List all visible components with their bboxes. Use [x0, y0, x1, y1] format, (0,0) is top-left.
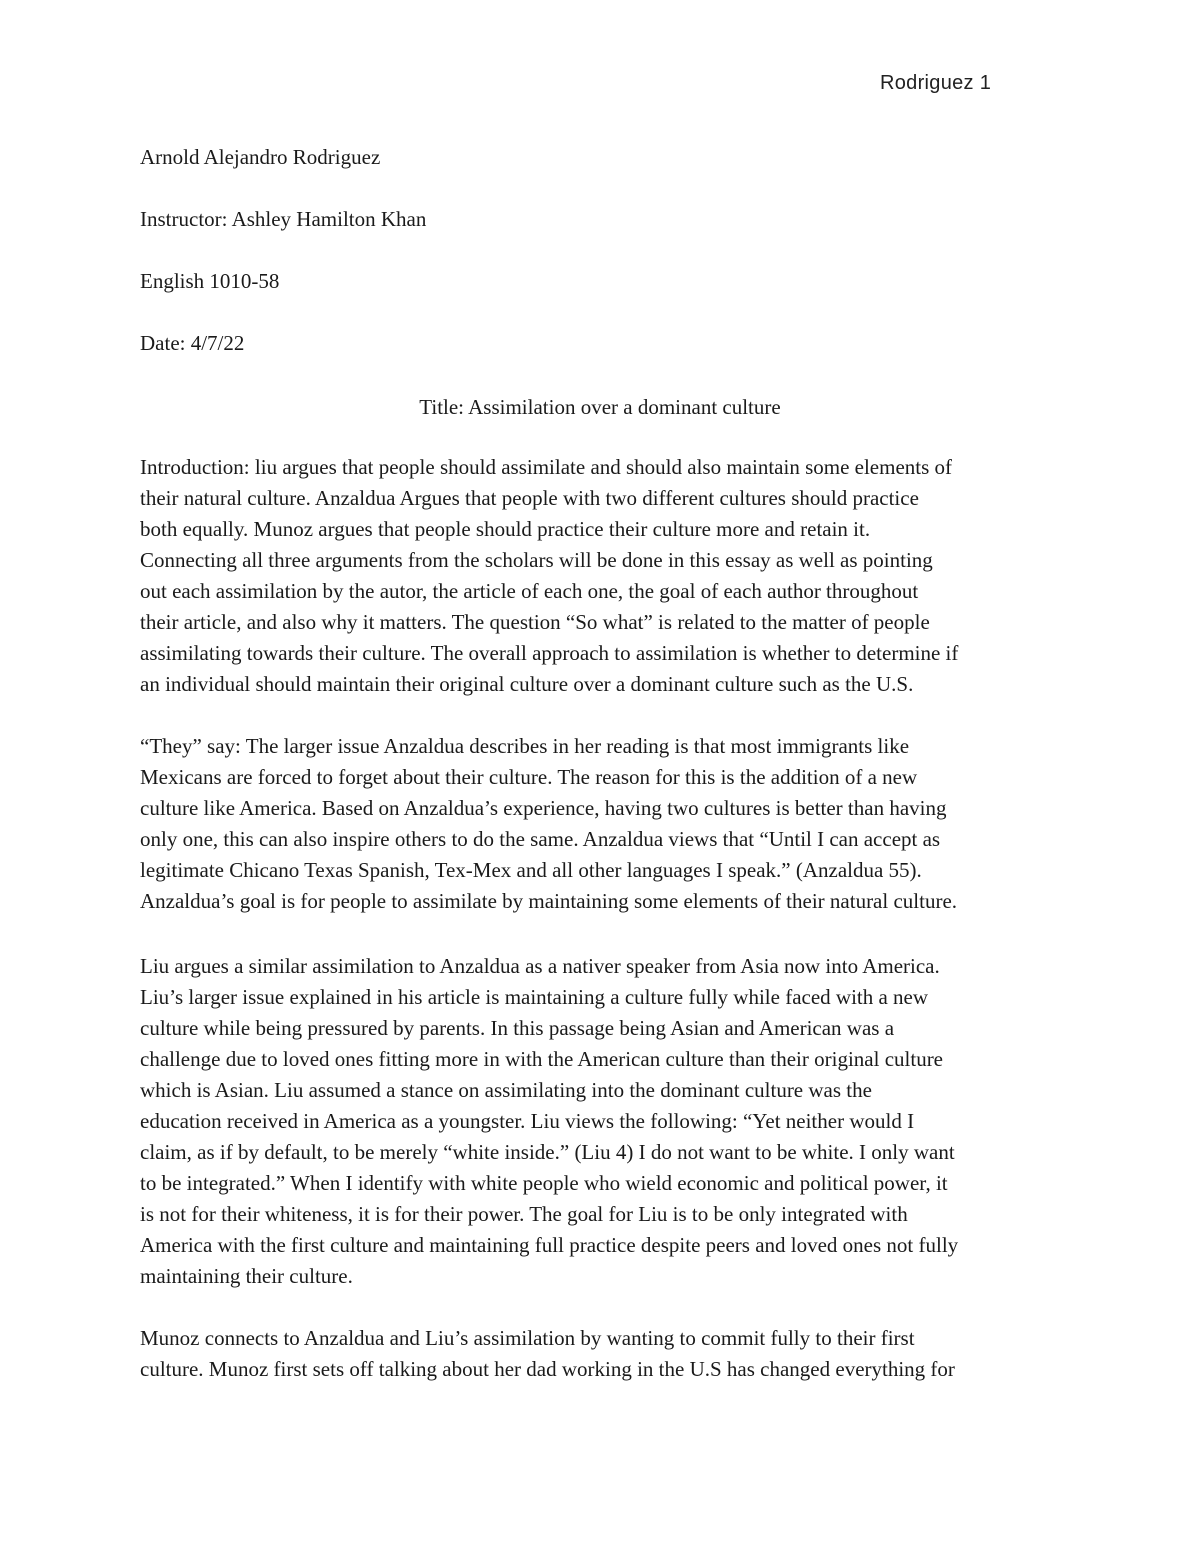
paragraph-line: culture like America. Based on Anzaldua’s experience, having two cultures is better than having: [140, 796, 947, 820]
paragraph-line: claim, as if by default, to be merely “white inside.” (Liu 4) I do not want to be white. I only want: [140, 1140, 955, 1164]
paragraph-line: Anzaldua’s goal is for people to assimilate by maintaining some elements of their natural culture.: [140, 889, 958, 913]
paragraph-line: their natural culture. Anzaldua Argues that people with two different cultures should practice: [140, 486, 919, 510]
paragraph-line: Introduction: liu argues that people should assimilate and should also maintain some elements of: [140, 455, 953, 479]
instructor-line: Instructor: Ashley Hamilton Khan: [140, 207, 427, 231]
paragraph-line: out each assimilation by the autor, the article of each one, the goal of each author throughout: [140, 579, 919, 603]
paragraph-line: education received in America as a youngster. Liu views the following: “Yet neither would I: [140, 1109, 915, 1133]
paragraph-line: legitimate Chicano Texas Spanish, Tex-Mex and all other languages I speak.” (Anzaldua 55).: [140, 858, 922, 882]
paragraph-line: culture while being pressured by parents. In this passage being Asian and American was a: [140, 1016, 895, 1040]
paragraph-line: maintaining their culture.: [140, 1264, 353, 1288]
paragraph-line: Mexicans are forced to forget about their culture. The reason for this is the addition of a new: [140, 765, 918, 789]
date-line: Date: 4/7/22: [140, 331, 245, 355]
paragraph-line: an individual should maintain their original culture over a dominant culture such as the U.S.: [140, 672, 914, 696]
paragraph-line: Munoz connects to Anzaldua and Liu’s assimilation by wanting to commit fully to their first: [140, 1326, 915, 1350]
paragraph-line: “They” say: The larger issue Anzaldua describes in her reading is that most immigrants like: [140, 734, 910, 758]
paragraph-line: which is Asian. Liu assumed a stance on assimilating into the dominant culture was the: [140, 1078, 872, 1102]
essay-title: Title: Assimilation over a dominant culture: [419, 395, 781, 419]
running-head: Rodriguez 1: [880, 72, 992, 94]
paragraph-line: Connecting all three arguments from the scholars will be done in this essay as well as pointing: [140, 548, 933, 572]
paragraph-line: challenge due to loved ones fitting more in with the American culture than their original culture: [140, 1047, 944, 1071]
paragraph-line: assimilating towards their culture. The overall approach to assimilation is whether to determine if: [140, 641, 959, 665]
paragraph-line: only one, this can also inspire others to do the same. Anzaldua views that “Until I can accept as: [140, 827, 941, 851]
paragraph-line: Liu argues a similar assimilation to Anzaldua as a nativer speaker from Asia now into America.: [140, 954, 940, 978]
paragraph-line: Liu’s larger issue explained in his article is maintaining a culture fully while faced with a new: [140, 985, 929, 1009]
paragraph-line: culture. Munoz first sets off talking about her dad working in the U.S has changed everything for: [140, 1357, 955, 1381]
paragraph-line: America with the first culture and maintaining full practice despite peers and loved ones not fully: [140, 1233, 959, 1257]
paragraph-line: both equally. Munoz argues that people should practice their culture more and retain it.: [140, 517, 871, 541]
author-name: Arnold Alejandro Rodriguez: [140, 145, 381, 169]
course-line: English 1010-58: [140, 269, 280, 293]
paragraph-line: is not for their whiteness, it is for their power. The goal for Liu is to be only integrated with: [140, 1202, 908, 1226]
paragraph-line: to be integrated.” When I identify with white people who wield economic and political power, it: [140, 1171, 948, 1195]
paragraph-line: their article, and also why it matters. The question “So what” is related to the matter of people: [140, 610, 930, 634]
